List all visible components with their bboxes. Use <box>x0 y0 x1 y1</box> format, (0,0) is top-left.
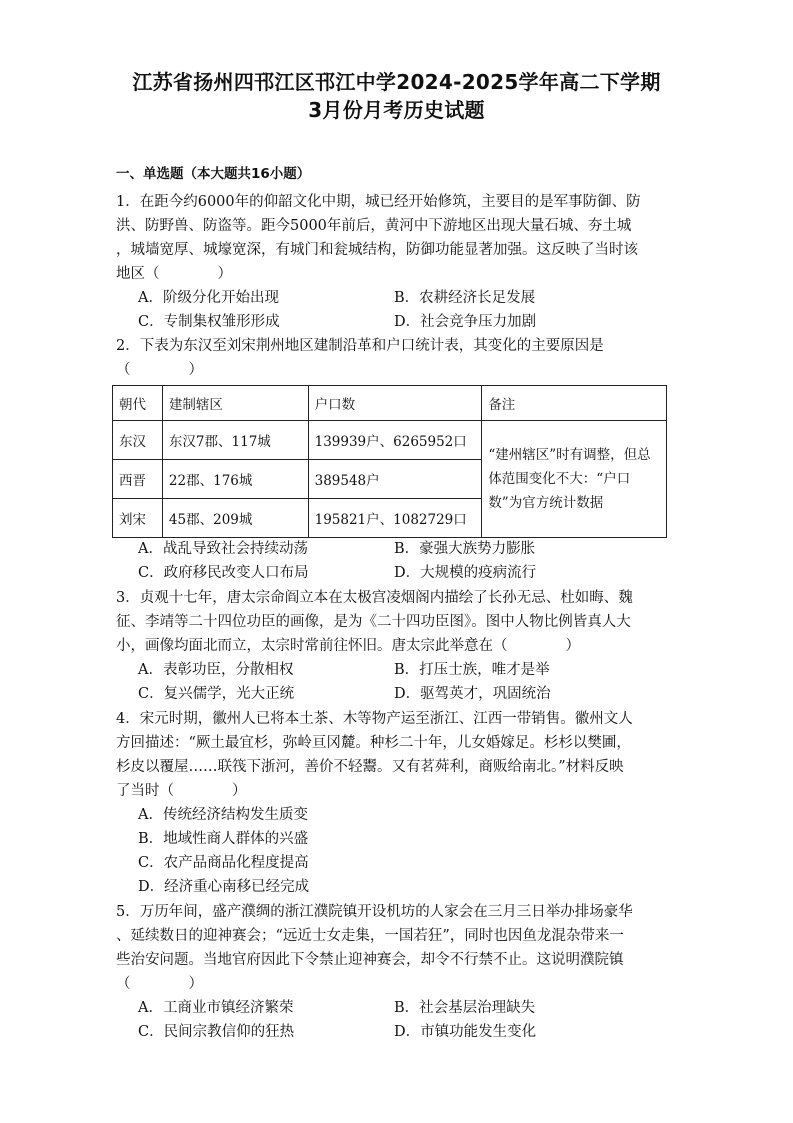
table-note-cell: “建州辖区”时有调整，但总体范围变化不大：“户口数”为官方统计数据 <box>482 421 667 538</box>
q4-stem-line: 方回描述：“厥土最宜杉，弥岭亘冈麓。种杉二十年，儿女婚嫁足。杉杉以樊圃， <box>116 735 631 751</box>
q1-option-b: B．农耕经济长足发展 <box>394 290 536 306</box>
q2-stem-line: 2．下表为东汉至刘宋荆州地区建制沿革和户口统计表，其变化的主要原因是 <box>116 338 604 354</box>
q3-stem-line: 征、李靖等二十四位功臣的画像，是为《二十四功臣图》。图中人物比例皆真人大 <box>116 614 631 630</box>
q3-stem-line: 3．贞观十七年，唐太宗命阎立本在太极宫凌烟阁内描绘了长孙无忌、杜如晦、魏 <box>116 590 633 606</box>
table-header-cell: 备注 <box>482 386 667 421</box>
q4-stem-line: 4．宋元时期，徽州人已将本土茶、木等物产运至浙江、江西一带销售。徽州文人 <box>116 711 633 727</box>
table-cell: 刘宋 <box>113 499 163 538</box>
q2-data-table <box>112 385 667 538</box>
q3-option-c: C．复兴儒学，光大正统 <box>138 686 295 702</box>
q5-stem-line: 些治安问题。当地官府因此下令禁止迎神赛会，却令不行禁不止。这说明濮院镇 <box>116 952 624 968</box>
q4-stem-line: 了当时（ ） <box>116 783 247 799</box>
q5-stem-line: 、延续数日的迎神赛会；“远近士女走集，一国若狂”，同时也因鱼龙混杂带来一 <box>116 928 624 944</box>
table-header-cell: 朝代 <box>113 386 163 421</box>
q4-option-a: A．传统经济结构发生质变 <box>138 807 308 823</box>
q3-option-a: A．表彰功臣，分散相权 <box>138 662 294 678</box>
q1-option-c: C．专制集权雏形形成 <box>138 314 280 330</box>
table-cell: 西晋 <box>113 460 163 499</box>
q5-stem-line: （ ） <box>116 976 203 992</box>
q1-stem-line: 1．在距今约6000年的仰韶文化中期，城已经开始修筑，主要目的是军事防御、防 <box>116 194 641 210</box>
table-cell: 389548户 <box>308 460 482 499</box>
q4-option-c: C．农产品商品化程度提高 <box>138 855 309 871</box>
table-cell: 45郡、209城 <box>162 499 308 538</box>
table-row <box>113 421 667 460</box>
table-cell: 东汉7郡、117城 <box>162 421 308 460</box>
q5-option-c: C．民间宗教信仰的狂热 <box>138 1024 295 1040</box>
q2-option-d: D．大规模的疫病流行 <box>394 565 537 581</box>
q5-stem-line: 5．万历年间，盛产濮绸的浙江濮院镇开设机坊的人家会在三月三日举办排场豪华 <box>116 904 633 920</box>
table-header-cell: 建制辖区 <box>162 386 308 421</box>
q5-option-b: B．社会基层治理缺失 <box>394 1000 536 1016</box>
exam-title-line2: 3月份月考历史试题 <box>308 98 485 122</box>
table-cell: 139939户、6265952口 <box>308 421 482 460</box>
q2-option-b: B．豪强大族势力膨胀 <box>394 541 536 557</box>
q1-option-a: A．阶级分化开始出现 <box>138 290 279 306</box>
q3-option-d: D．驱驾英才，巩固统治 <box>394 686 551 702</box>
q4-option-b: B．地域性商人群体的兴盛 <box>138 831 309 847</box>
exam-title-line1: 江苏省扬州四邗江区邗江中学2024-2025学年高二下学期 <box>132 70 661 94</box>
table-cell: 东汉 <box>113 421 163 460</box>
q2-stem-line: （ ） <box>116 362 203 378</box>
table-header-row <box>113 386 667 421</box>
q1-stem-line: 地区（ ） <box>116 266 232 282</box>
table-cell: 195821户、1082729口 <box>308 499 482 538</box>
table-cell: 22郡、176城 <box>162 460 308 499</box>
q4-stem-line: 杉皮以覆屋……联筏下浙河，善价不轻鬻。又有茗荈利，商贩给南北。”材料反映 <box>116 759 624 775</box>
q3-option-b: B．打压士族，唯才是举 <box>394 662 550 678</box>
q4-option-d: D．经济重心南移已经完成 <box>138 879 310 895</box>
q5-option-d: D．市镇功能发生变化 <box>394 1024 537 1040</box>
q2-option-a: A．战乱导致社会持续动荡 <box>138 541 308 557</box>
section-heading: 一、单选题（本大题共16小题） <box>116 166 311 182</box>
q5-option-a: A．工商业市镇经济繁荣 <box>138 1000 294 1016</box>
q1-option-d: D．社会竞争压力加剧 <box>394 314 537 330</box>
q1-stem-line: ，城墙宽厚、城壕宽深，有城门和瓮城结构，防御功能显著加强。这反映了当时该 <box>116 242 638 258</box>
q2-option-c: C．政府移民改变人口布局 <box>138 565 309 581</box>
q3-stem-line: 小，画像均面北而立，太宗时常前往怀旧。唐太宗此举意在（ ） <box>116 638 580 654</box>
q1-stem-line: 洪、防野兽、防盗等。距今5000年前后，黄河中下游地区出现大量石城、夯土城 <box>116 218 632 234</box>
table-header-cell: 户口数 <box>308 386 482 421</box>
